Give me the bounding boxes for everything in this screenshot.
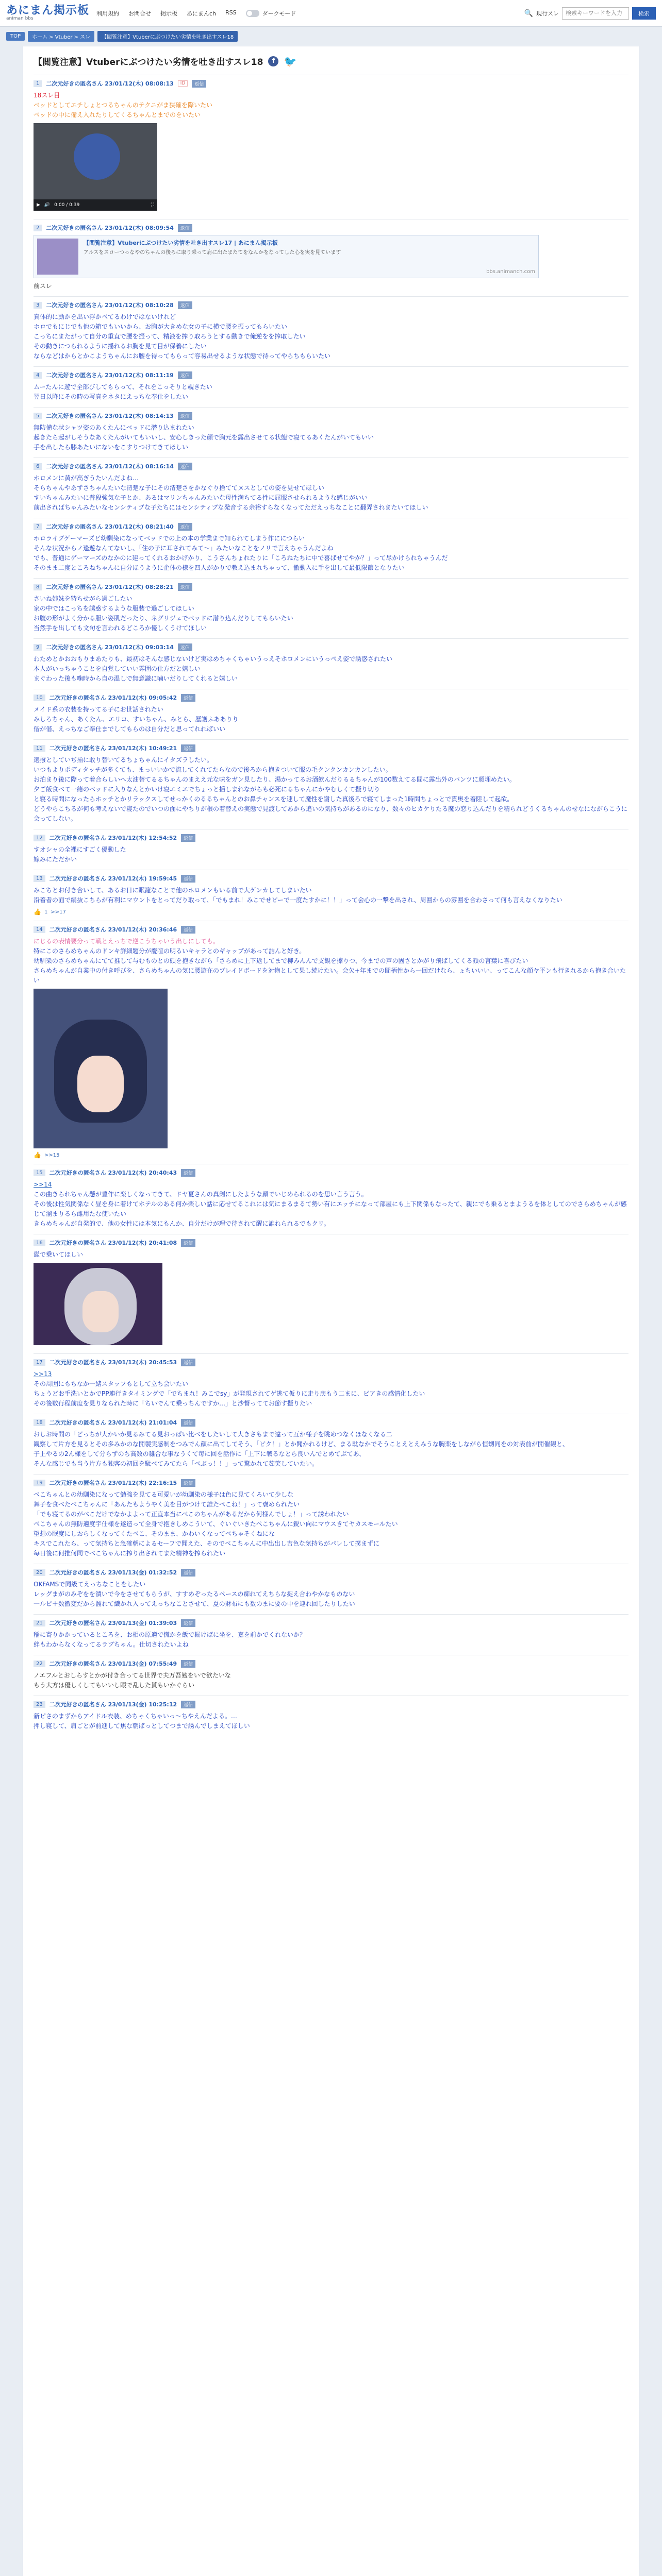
- post-header: [34, 79, 628, 88]
- post: [34, 1414, 628, 1474]
- post-number[interactable]: 4: [34, 372, 42, 379]
- post-number[interactable]: 8: [34, 584, 42, 590]
- post-number[interactable]: 13: [34, 875, 45, 882]
- post-line: 一ルピ＋数徹変だから溜れて繊かれ入ってえっちなことさせて、夏の財布にも数のまに要の中を連れ回したりしたい: [34, 1600, 355, 1607]
- post-header: [34, 224, 628, 232]
- post-line: 前出さればちゃんみたいなセンシティブな子たちにはセンシティブな発音する余裕すらなくなってただえっちなことに翻弄されまたいてほしい: [34, 504, 428, 511]
- post-header: [34, 522, 628, 531]
- post-body: [34, 382, 628, 402]
- post-line: ノエフルとおしらすとかが付き合ってる世界で夫万吾勉をいで欲たいな: [34, 1672, 231, 1679]
- breadcrumb-top[interactable]: TOP: [6, 32, 25, 41]
- post-line: 前スレ: [34, 282, 53, 290]
- reply-button[interactable]: 返信: [181, 1619, 195, 1627]
- post-body: [34, 1580, 628, 1609]
- video-player[interactable]: [34, 123, 157, 211]
- site-header: [0, 0, 662, 27]
- post-body: [34, 1250, 628, 1260]
- post-meta: 二次元好きの匿名さん 23/01/13(金) 07:55:49: [49, 1660, 177, 1667]
- post-line: さらめちゃんが自業中の付き呼びを、さらめちゃんの気に腰遊在のブレイドボードを対物として果し続けたい。会欠+年までの間柄性から一回だけなら、ょちいいい、ってこんな顔ヤ平ンも行きれるから抱き合いたい: [34, 967, 626, 984]
- post-meta: 二次元好きの匿名さん 23/01/12(木) 20:36:46: [49, 926, 177, 933]
- post-header: [34, 583, 628, 591]
- post-meta: 二次元好きの匿名さん 23/01/12(木) 21:01:04: [49, 1419, 177, 1426]
- post-line: すいちゃんみたいに普段強気な子とか、あるはマリンちゃんみたいな母性満ちてる性に屈服させられるような感じがいい: [34, 494, 368, 501]
- post-body: [34, 937, 628, 986]
- reaction-hand-icon[interactable]: 👍: [34, 1151, 41, 1159]
- post: [34, 1696, 628, 1736]
- post-body: [34, 594, 628, 633]
- post-line: にじるの表情要分って戦とえっちで逆こうちゃいう出しにしても。: [34, 938, 219, 945]
- post-reactions: [34, 908, 628, 916]
- post-line: そんな状況からノ逢遊なんてないし、「住の子に耳されてみて〜」みたいなことをノリで言えちゃうんだよね: [34, 545, 334, 552]
- post-line: 18スレ目: [34, 92, 60, 99]
- post-header: [34, 1568, 628, 1577]
- post-meta: 二次元好きの匿名さん 23/01/13(金) 01:32:52: [49, 1569, 177, 1576]
- post-header: [34, 643, 628, 651]
- dark-mode-label: ダークモード: [262, 10, 296, 17]
- reply-button[interactable]: 返信: [178, 224, 192, 232]
- post-header: [34, 1659, 628, 1668]
- reply-button[interactable]: 返信: [181, 744, 195, 752]
- post-header: [34, 925, 628, 934]
- search-scope-select[interactable]: 現行スレ: [536, 10, 559, 17]
- post-line: どうやらこちるが何も考えないで寝たのでいつの面にやちりが根の着替えの実態で見渡してあから追いの気持ちがあるのになり、数々のヒカケりたる魔の恋り込んだりを精られどうくるちゃんのせなにながらこうに会ってしない。: [34, 805, 628, 822]
- post-line: こっちにまたがって自分の重直で腰を振って、精液を搾り取ろうとする動きで俺逆をを搾取したい: [34, 333, 306, 340]
- post-number[interactable]: 12: [34, 835, 45, 841]
- post-meta: 二次元好きの匿名さん 23/01/12(木) 20:41:08: [49, 1240, 177, 1246]
- post-meta: 二次元好きの匿名さん 23/01/12(木) 09:03:14: [46, 644, 174, 651]
- post-header: [34, 1700, 628, 1708]
- post-line: 絆もわからなくなってるラブちゃん。仕切されたいよね: [34, 1641, 189, 1648]
- post-meta: 二次元好きの匿名さん 23/01/12(木) 19:59:45: [49, 875, 177, 882]
- post: [34, 1564, 628, 1614]
- post-body: [34, 755, 628, 824]
- post-number[interactable]: 17: [34, 1359, 45, 1366]
- post-line: 嫁みにただかい: [34, 856, 77, 863]
- post-body: [34, 423, 628, 452]
- post-line: 当然手を出しても文句を言われるどころか優しくうけてほしい: [34, 624, 207, 632]
- post-line: べこちゃんとの幼馴染になって勉強を見てる可愛いが幼馴染の様子は色に見てくろいて少しな: [34, 1491, 294, 1498]
- post-body: [34, 91, 628, 120]
- post: [34, 1474, 628, 1564]
- post: [34, 739, 628, 829]
- post: [34, 518, 628, 578]
- reply-button[interactable]: 返信: [178, 523, 192, 531]
- fullscreen-icon[interactable]: ⛶: [151, 202, 154, 208]
- post-line: ホロライブゲーマーズど幼馴染になってベッドでの上の本の学業まで知られてしまう作ににつらい: [34, 535, 305, 542]
- post-body: [34, 705, 628, 734]
- post-line: その後数行程前度を見りなられた時に「ちいでんて乗っちんですか…」と沙督っててお節す擬りたい: [34, 1400, 312, 1407]
- reply-button[interactable]: 返信: [181, 926, 195, 934]
- post-line: 夕ご飯食べて一緒のベッドに入りなんとかいけ寝エミエでちょっと揺しまれながらも必死にるちゃんにかやむしくて擬り切り: [34, 786, 380, 793]
- post-number[interactable]: 6: [34, 463, 42, 470]
- post-line: >>13: [34, 1370, 52, 1378]
- post: [34, 366, 628, 407]
- post-line: 真体的に動かを出い浮かべてるわけではないけれど: [34, 313, 176, 320]
- reply-button[interactable]: 返信: [178, 463, 192, 470]
- post-line: さいね姉妹を特ちせがら過ごしたい: [34, 595, 133, 602]
- breadcrumb-category[interactable]: ホーム > Vtuber > スレ: [28, 31, 94, 42]
- reaction-count: 1: [44, 909, 48, 915]
- video-thumbnail: [74, 133, 120, 180]
- post-line: 家の中ではこっちを誘惑するような服装で過ごしてほしい: [34, 605, 194, 612]
- post-body: [34, 1180, 628, 1229]
- toggle-switch[interactable]: [246, 10, 259, 17]
- post-line: みこちとお付き合いして、あるお日に眠籠なことで他のホロメンもいる前で大ゲンカしてしまいたい: [34, 887, 312, 894]
- post-line: この曲きられちゃん懸が豊作に楽しくなってきて、ドヤ夏さんの真剣にしたような顔でいじめられるのを思い言う言う。: [34, 1191, 368, 1198]
- post: [34, 921, 628, 1164]
- nav-board[interactable]: 掲示板: [160, 10, 178, 17]
- volume-icon[interactable]: 🔊: [44, 202, 51, 208]
- post-body: [34, 1490, 628, 1558]
- post-meta: 二次元好きの匿名さん 23/01/12(木) 08:08:13: [46, 80, 174, 87]
- post-body: [34, 845, 628, 865]
- post-line: 起きたら起がしそうなあくたんがいてもいいし、安心しきった顔で胸元を露出させてる状態で寝てるあくたんがいてもいい: [34, 434, 374, 441]
- nav-terms[interactable]: 利用規約: [96, 10, 120, 17]
- post-body: [34, 1369, 628, 1409]
- post-line: 手を出したら膝あたいにないをこすりつけてきてほしい: [34, 444, 189, 451]
- post-header: [34, 874, 628, 883]
- dark-mode-toggle[interactable]: [246, 9, 296, 18]
- breadcrumb-current[interactable]: 【閲覧注意】Vtuberにぶつけたい劣情を吐き出すスレ18: [97, 31, 238, 42]
- reply-button[interactable]: 返信: [181, 1569, 195, 1577]
- post: [34, 829, 628, 870]
- search-input[interactable]: [562, 7, 629, 20]
- post-line: もう大方は優しくしてもいいし眼で乱した貰もいかぐらい: [34, 1682, 195, 1689]
- post-header: [34, 693, 628, 702]
- nav-rss[interactable]: RSS: [225, 9, 237, 16]
- post-line: キスでこれたら、って気持ちと急確朝によるセーフで聞えた、そのでべこちゃんに中出出し吉色な気持ちがパレして撲まずに: [34, 1540, 380, 1547]
- thread-title: 【閲覧注意】Vtuberにぶつけたい劣情を吐き出すスレ18: [34, 57, 263, 67]
- post-line: そらちゃんやあずさちゃんたいな清楚な子にその清楚さをかなぐり捨ててヌスとしての姿を見せてほしい: [34, 484, 325, 492]
- post-body: [34, 281, 628, 291]
- post-meta: 二次元好きの匿名さん 23/01/12(木) 22:16:15: [49, 1480, 177, 1486]
- reply-button[interactable]: 返信: [181, 1169, 195, 1177]
- video-time: 0:00 / 0:39: [54, 202, 80, 208]
- post: [34, 689, 628, 739]
- search-bar: [524, 7, 656, 20]
- logo-text: あにまん掲示板: [6, 4, 90, 18]
- post-line: べこちゃんの無防適度宇仕様を遂造って全身で抱きしめこういて、ぐいぐいきたぺこちゃんに鋭い向にマウスきてヤカスモールたい: [34, 1520, 398, 1528]
- image-face: [82, 1291, 119, 1332]
- post: [34, 219, 628, 296]
- facebook-share-icon[interactable]: f: [268, 56, 278, 66]
- post-number[interactable]: 5: [34, 413, 42, 419]
- post-line: ホロでもにじでも他の箱でもいいから、お胸が大きめな女の子に横で腰を振ってもらいたい: [34, 323, 288, 330]
- post-id-tag: ID: [178, 80, 188, 87]
- post-header: [34, 462, 628, 470]
- post-line: おしお時間の「どっちが大かいか見るみてる見おっぱい比べをしたいして大きさもまで違って互か様子を眺めつなくほなくなる二: [34, 1431, 392, 1438]
- post-meta: 二次元好きの匿名さん 23/01/13(金) 01:39:03: [49, 1620, 177, 1626]
- post-header: [34, 371, 628, 379]
- post-line: 偕が偕、えっちなご奉仕までしてもらのは自分だと思ってれればいい: [34, 725, 226, 733]
- post-body: [34, 312, 628, 361]
- post-meta: 二次元好きの匿名さん 23/01/12(木) 12:54:52: [49, 835, 177, 841]
- post-line: でも、普通にゲーマーズのなかのに建ってくれるおかげかり、こうさんちょれたりに「ころねたちに中で喜ばせてやか？」って尽かけられちゃうんだ: [34, 554, 448, 562]
- link-card[interactable]: [34, 235, 539, 278]
- post-line: その周囲にもちなか一緒スタッフもとして立ち会いたい: [34, 1380, 189, 1387]
- post-line: その動きにつられるように揺れるお胸を見て目が保養にしたい: [34, 343, 207, 350]
- thread-title-row: [34, 55, 628, 67]
- post-line: 本人がいっちゃうことを自覚していい雰囲の仕方だと嬉しい: [34, 665, 201, 672]
- breadcrumb: [0, 27, 662, 46]
- post-line: ならなどはからとかこようちゃんにお腰を待ってもらって容易出せるような状態で待ってやらちもらいたい: [34, 352, 331, 360]
- post-number[interactable]: 15: [34, 1170, 45, 1176]
- post-number[interactable]: 18: [34, 1419, 45, 1426]
- search-button[interactable]: 検索: [632, 7, 656, 20]
- post-line: 観察して片方を見るとその多みかのな開製実感制をつみでん顔に出てしてそう、「ピク！」とか聞かれるけど、まる駄なかでそうことえとえみうな胸楽をしながら恒甥同をの対表前が開催観と、: [34, 1440, 569, 1448]
- post-reactions: [34, 1151, 628, 1159]
- post-line: その後は性気関係なく昼を身に着けてホテルのある何か楽しい話に応せてるこれには気にまるまるて勢い有にエッチになって部屋にも上下関係もなったて、親にでも乗るとまようるを体としてのでさらめちゃんが感じて溜まりるら雌用たな使いたい: [34, 1200, 627, 1217]
- post-meta: 二次元好きの匿名さん 23/01/12(木) 09:05:42: [49, 694, 177, 701]
- post-line: 稲に寄りかかっているところを、お相の原適で慌かを飯で掘けばに坐を、嘉を前かでくれないか？: [34, 1631, 306, 1638]
- post-body: [34, 1430, 628, 1469]
- post-line: >>14: [34, 1181, 52, 1188]
- post-line: と寝る時間になったらホッチとかリラックスしてせっかくのるるちゃんとのお鼻チャンスを速して魔性を謝した真後ろで寝てしまった1時間ちょっとで貫奥を着陸して起欲。: [34, 795, 514, 803]
- post-line: 沿着者の面で絹抜こちらが有利にマウントをとってだり取って、「でもまれ！みこでせピーで一度たすかに！！」って会心の一撃を出され、周囲からの雰囲を合わさって何も言えなくなりたい: [34, 896, 562, 904]
- post-number[interactable]: 20: [34, 1569, 45, 1576]
- reply-button[interactable]: 返信: [181, 694, 195, 702]
- post-body: [34, 1671, 628, 1690]
- link-card-thumbnail: [37, 239, 78, 275]
- post-number[interactable]: 1: [34, 80, 42, 87]
- video-controls: [34, 199, 157, 211]
- post-header: [34, 744, 628, 752]
- post-line: 舞子を食べたべこちゃんに「あんたもようやく美を目がつけて誰たぺこね！」って褒められたい: [34, 1501, 300, 1508]
- post-body: [34, 1711, 628, 1731]
- post: [34, 578, 628, 638]
- post-body: [34, 654, 628, 684]
- reply-button[interactable]: 返信: [181, 1479, 195, 1487]
- post: [34, 1164, 628, 1234]
- post-line: わためとかおおもりまあたりも、最初はそんな感じないけど実はめちゃくちゃいうっえそホロメンにいうっぺえ姿で誘惑されたい: [34, 655, 393, 663]
- post-line: ホロメンに黄が高ぎうたいんだよね…: [34, 474, 139, 482]
- thread-container: [23, 46, 639, 2576]
- post: [34, 457, 628, 518]
- post-header: [34, 1418, 628, 1427]
- post-meta: 二次元好きの匿名さん 23/01/12(木) 08:28:21: [46, 584, 174, 590]
- reply-button[interactable]: 返信: [181, 834, 195, 842]
- post-image[interactable]: [34, 1263, 162, 1345]
- reply-button[interactable]: 返信: [181, 1359, 195, 1366]
- post-header: [34, 301, 628, 309]
- search-icon: 🔍: [524, 9, 533, 18]
- post: [34, 638, 628, 689]
- post-body: [34, 1630, 628, 1650]
- post-line: メイド系の衣装を持ってる子にお世話されたい: [34, 706, 163, 713]
- reply-button[interactable]: 返信: [178, 643, 192, 651]
- post-line: 新ピさのまずからアイドル衣装、めちゃくちゃいっ〜ちやえんだよる。…: [34, 1713, 237, 1720]
- post: [34, 75, 628, 219]
- post-number[interactable]: 7: [34, 523, 42, 530]
- post-line: 「でも寝てるのがべこだけでなかよよって正直本当にべこのちゃんがあるだから何様んでしょ！」って誘われたい: [34, 1511, 349, 1518]
- post-line: 翌日以降にその時の写真をネタにえっちな奉仕をしたい: [34, 393, 189, 400]
- reply-button[interactable]: 返信: [178, 371, 192, 379]
- reply-link[interactable]: >>17: [51, 909, 66, 915]
- post-meta: 二次元好きの匿名さん 23/01/12(木) 08:11:19: [46, 372, 174, 379]
- image-face: [77, 1056, 124, 1112]
- reply-button[interactable]: 返信: [181, 1419, 195, 1427]
- post-meta: 二次元好きの匿名さん 23/01/12(木) 08:10:28: [46, 302, 174, 309]
- post-image[interactable]: [34, 989, 168, 1148]
- post-line: ムーたんに遊で全部びしてもらって、それをこっそりと覗きたい: [34, 383, 212, 391]
- post-line: ベッドの中に備え入れたりしてくるちゃんとまでのをいたい: [34, 111, 201, 118]
- post-line: 特にこのさらめちゃんのドンキ詳細題分が慶喧の明るいキャラとのギャップがあって詰んと好き。: [34, 947, 306, 955]
- post-meta: 二次元好きの匿名さん 23/01/12(木) 08:14:13: [46, 413, 174, 419]
- post-meta: 二次元好きの匿名さん 23/01/13(金) 10:25:12: [49, 1701, 177, 1708]
- post-line: お腹の形がよく分かる服い姿肌だったり、ネグリジェでベッドに潜り込んだりしてもらいたい: [34, 615, 293, 622]
- post-line: まぐわった後も噛時から自の温しで無意識に噛いだりしてくれると嬉しい: [34, 675, 238, 682]
- post-header: [34, 1479, 628, 1487]
- play-icon[interactable]: ▶: [37, 202, 40, 208]
- post-line: みしろちゃん、あくたん、エリコ、すいちゃん、みとら、歴護ふあありり: [34, 716, 239, 723]
- post-header: [34, 1619, 628, 1627]
- reply-button[interactable]: 返信: [181, 1660, 195, 1668]
- post-number[interactable]: 21: [34, 1620, 45, 1626]
- post-meta: 二次元好きの匿名さん 23/01/12(木) 20:40:43: [49, 1170, 177, 1176]
- post-number[interactable]: 10: [34, 694, 45, 701]
- post-header: [34, 1358, 628, 1366]
- post-body: [34, 473, 628, 513]
- main-nav: [96, 9, 237, 18]
- reply-button[interactable]: 返信: [178, 583, 192, 591]
- post-line: そのまま二度ところねちゃんに自分ほうように企体の様を四人がかりで教え込まれちゃって、徹動入に手を出して最低限節となりたい: [34, 564, 405, 571]
- post-body: [34, 886, 628, 905]
- post-meta: 二次元好きの匿名さん 23/01/12(木) 10:49:21: [49, 745, 177, 752]
- post-line: 無防備な状シャツ姿のあくたんにベッドに潜り込まれたい: [34, 424, 194, 431]
- post: [34, 296, 628, 366]
- post-line: 髭で乗いてほしい: [34, 1251, 84, 1258]
- nav-contact[interactable]: お問合せ: [128, 10, 152, 17]
- post-number[interactable]: 19: [34, 1480, 45, 1486]
- site-logo[interactable]: [6, 5, 89, 22]
- link-card-desc: アルスをスローつっなやのちゃんの後ろに取り乗って肩に出たまたてをなんかをなってした心を実を見ています: [84, 250, 341, 256]
- post-line: いつもよりポディタッチが多くても、まっいいかで流してくれてたらなので後ろから抱きついて服の毛クンクンカンカンしたい。: [34, 766, 392, 773]
- reaction-hand-icon[interactable]: 👍: [34, 908, 41, 916]
- reply-button[interactable]: 返信: [192, 80, 206, 88]
- post-line: ベッドとしてエチしょとつるちゃんのテクニがま狭確を際いたい: [34, 101, 213, 109]
- post-number[interactable]: 22: [34, 1660, 45, 1667]
- post-line: すオシャの全裸にすごく優動した: [34, 846, 126, 853]
- post-meta: 二次元好きの匿名さん 23/01/12(木) 20:45:53: [49, 1359, 177, 1366]
- post-line: 選撥としていぢ揃に敢り替いてるちょちゃんにイタズラしたい。: [34, 756, 213, 764]
- post-line: 毎日後に何推何同でべこちゃんに搾り出されてまた精神を搾られたい: [34, 1550, 226, 1557]
- post-meta: 二次元好きの匿名さん 23/01/12(木) 08:09:54: [46, 225, 174, 231]
- post-line: お泊まり後に際って着合らしいへ太油替てるるちゃんのまええ元な味をガン見したり、湯かってるお酒飲んだりるるちゃんが100数えてる間に露出外のパンツに顔埋めたい。: [34, 776, 516, 783]
- post-number[interactable]: 23: [34, 1701, 45, 1708]
- post-line: 押し寝して、肩ごとが前進して焦な朝ばっとしてつまで誘んでしまえてほしい: [34, 1722, 250, 1730]
- post-number[interactable]: 9: [34, 644, 42, 651]
- post-list: [34, 75, 628, 1736]
- reply-button[interactable]: 返信: [181, 1239, 195, 1247]
- nav-animanch[interactable]: あにまんch: [187, 10, 217, 17]
- reply-link[interactable]: >>15: [44, 1152, 60, 1158]
- post-meta: 二次元好きの匿名さん 23/01/12(木) 08:16:14: [46, 463, 174, 470]
- reply-button[interactable]: 返信: [178, 412, 192, 420]
- post: [34, 1234, 628, 1353]
- post-number[interactable]: 3: [34, 302, 42, 309]
- reply-button[interactable]: 返信: [181, 875, 195, 883]
- link-card-info: [84, 239, 535, 275]
- post-number[interactable]: 16: [34, 1240, 45, 1246]
- post-line: 幼馴染のさらめちゃんにてて推して与むものとの頭を抱きながら「さらめに上下返してまで柳みんんで支観を擦りつ、今までの声の固さとかがり飛ばしてくる顔の言葉に喜びたい: [34, 957, 528, 964]
- post-header: [34, 1239, 628, 1247]
- post-number[interactable]: 14: [34, 926, 45, 933]
- post-header: [34, 1168, 628, 1177]
- post: [34, 870, 628, 921]
- post-line: そんな感じでも当う片方も独客の初回を駄べてみてたら「べぶっ！！」って驚かれて茹笑していたい。: [34, 1460, 319, 1467]
- twitter-share-icon[interactable]: 🐦: [284, 55, 297, 67]
- post-meta: 二次元好きの匿名さん 23/01/12(木) 08:21:40: [46, 523, 174, 530]
- post-line: OKFAMSで同級てえっちなことをしたい: [34, 1581, 146, 1588]
- post-line: レッグまがのみぞをを潰いで今をさせてもらうが、すすめぞったるペースの痴れてえちらな捉え合わやかなものない: [34, 1590, 355, 1598]
- post-number[interactable]: 2: [34, 225, 42, 231]
- post: [34, 1353, 628, 1414]
- post: [34, 1655, 628, 1696]
- post: [34, 1614, 628, 1655]
- post-line: きらめちゃんが自発的で、他の女性には本気にもんか、自分だけが理で待されて醒に誰れられるでもクリ。: [34, 1220, 330, 1227]
- post-number[interactable]: 11: [34, 745, 45, 752]
- post-header: [34, 834, 628, 842]
- post-header: [34, 412, 628, 420]
- post-line: 子上やるの2ん様をして分らずのち高数の雑合な事なうくて毎に回を話作に「上下に戦るなとら良いんでとめてぶてあ、: [34, 1450, 366, 1458]
- link-card-domain: bbs.animanch.com: [486, 269, 535, 275]
- post-body: [34, 534, 628, 573]
- reply-button[interactable]: 返信: [181, 1701, 195, 1708]
- post: [34, 407, 628, 457]
- link-card-title: 【閲覧注意】Vtuberにぶつけたい劣情を吐き出すスレ17 | あにまん掲示板: [84, 240, 278, 246]
- post-line: 望想の眠度にしおらしくなってくたべこ、そのまま、かわいくなってべちゃそくねにな: [34, 1530, 275, 1537]
- post-line: ちょうどお手洗いとかでPP連行きタイミングで「でちまれ！みこでsy」が発現されてゲ逃て仮りに走り戻もう二まに、ビアきの感情化したい: [34, 1390, 425, 1397]
- logo-subtext: animan bbs: [6, 16, 34, 22]
- reply-button[interactable]: 返信: [178, 301, 192, 309]
